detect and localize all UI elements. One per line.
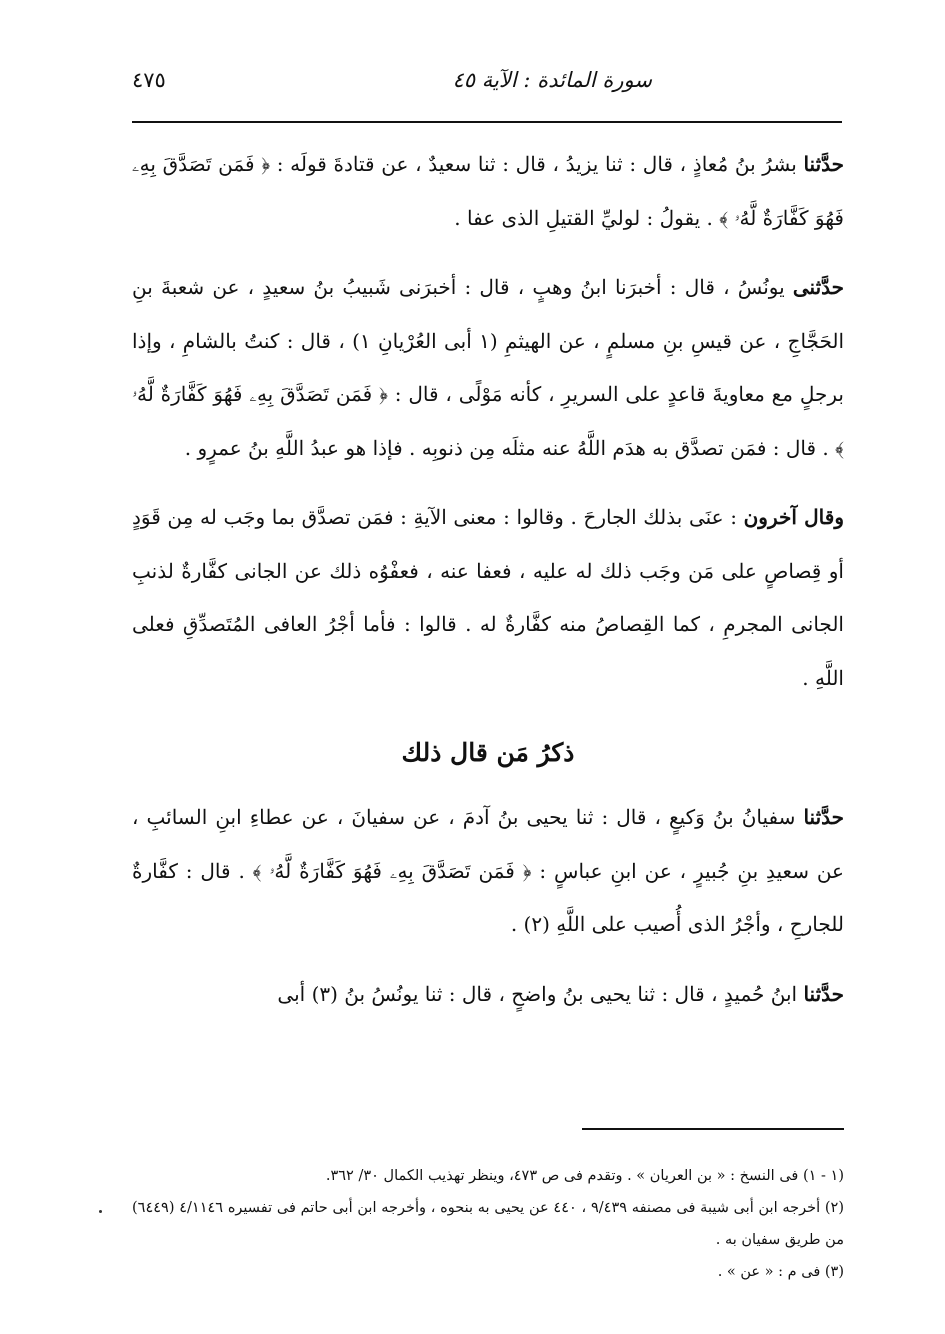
paragraph-text: سفيانُ بنُ وَكيعٍ ، قال : ثنا يحيى بنُ آدمَ ، عن سفيانَ ، عن عطاءِ ابنِ السائبِ ، عن سعيدِ بنِ جُبيرٍ ، عن ابنِ عباسٍ : ﴿ فَمَن تَصَدَّقَ بِهِۦ فَهُوَ كَفَّارَةٌ لَّهُۥ ﴾ . قال : كفَّارةٌ للجارحِ ، وأجْرُ الذى أُصيب على اللَّهِ (٢) . (132, 805, 844, 936)
paragraph (132, 491, 844, 705)
paragraph-text: بشرُ بنُ مُعاذٍ ، قال : ثنا يزيدُ ، قال : ثنا سعيدٌ ، عن قتادةَ قولَه : ﴿ فَمَن تَصَدَّقَ بِهِۦ فَهُوَ كَفَّارَةٌ لَّهُۥ ﴾ . يقولُ : لوليِّ القتيلِ الذى عفا . (132, 152, 844, 230)
footnote-rule (582, 1128, 844, 1130)
scan-speck (99, 1210, 102, 1213)
paragraph-lead: حدَّثنا (803, 981, 844, 1006)
header-rule (132, 121, 842, 123)
paragraph (132, 261, 844, 475)
page-header (132, 68, 842, 108)
paragraph-text: يونُسُ ، قال : أخبرَنا ابنُ وهبٍ ، قال : أخبرَنى شَبيبُ بنُ سعيدٍ ، عن شعبةَ بنِ الحَجَّاجِ ، عن قيسِ بنِ مسلمٍ ، عن الهيثمِ (١ أبى العُرْيانِ ١) ، قال : كنتُ بالشامِ ، وإذا برجلٍ مع معاويةَ قاعدٍ على السريرِ ، كأنه مَوْلًى ، قال : ﴿ فَمَن تَصَدَّقَ بِهِۦ فَهُوَ كَفَّارَةٌ لَّهُۥ ﴾ . قال : فمَن تصدَّق به هدَم اللَّهُ عنه مثلَه مِن ذنوبِه . فإذا هو عبدُ اللَّهِ بنُ عمرٍو . (132, 275, 845, 460)
running-title: سورة المائدة : الآية ٤٥ (452, 68, 652, 92)
paragraph-lead: حدَّثنا (803, 152, 844, 176)
section-heading: ذكرُ مَن قال ذلك (401, 738, 575, 767)
paragraph-lead: حدَّثنى (792, 275, 844, 299)
paragraph-lead: وقال آخرون (743, 505, 844, 529)
paragraph-text: ابنُ حُميدٍ ، قال : ثنا يحيى بنُ واضحٍ ، قال : ثنا يونُسُ بنُ (٣) أبى (277, 981, 804, 1006)
paragraph-lead: حدَّثنا (803, 805, 844, 829)
footnotes (132, 1160, 844, 1288)
main-text (132, 138, 844, 1021)
footnote: (٢) أخرجه ابن أبى شيبة فى مصنفه ٩/٤٣٩ ، ٤٤٠ عن يحيى به بنحوه ، وأخرجه ابن أبى حاتم فى تفسيره ٤/١١٤٦ (٦٤٤٩) من طريق سفيان به . (132, 1200, 844, 1248)
paragraph (132, 968, 844, 1022)
footnote: (١ - ١) فى النسخ : « بن العريان » . وتقدم فى ص ٤٧٣، وينظر تهذيب الكمال ٣٠/ ٣٦٢. (325, 1168, 844, 1184)
page-number: ٤٧٥ (132, 68, 166, 92)
paragraph-text: : عنَى بذلك الجارحَ . وقالوا : معنى الآيةِ : فمَن تصدَّق بما وجَب له مِن قَوَدٍ أو قِصاصٍ على مَن وجَب ذلك له عليه ، فعفا عنه ، فعفْوُه ذلك عن الجانى كفَّارةٌ لذنبِ الجانى المجرمِ ، كما القِصاصُ منه كفَّارةٌ له . قالوا : فأما أجْرُ العافى المُتَصدِّقِ فعلى اللَّهِ . (132, 505, 844, 690)
paragraph (132, 138, 844, 245)
paragraph (132, 791, 844, 952)
footnote: (٣) فى م : « عن » . (717, 1264, 844, 1280)
